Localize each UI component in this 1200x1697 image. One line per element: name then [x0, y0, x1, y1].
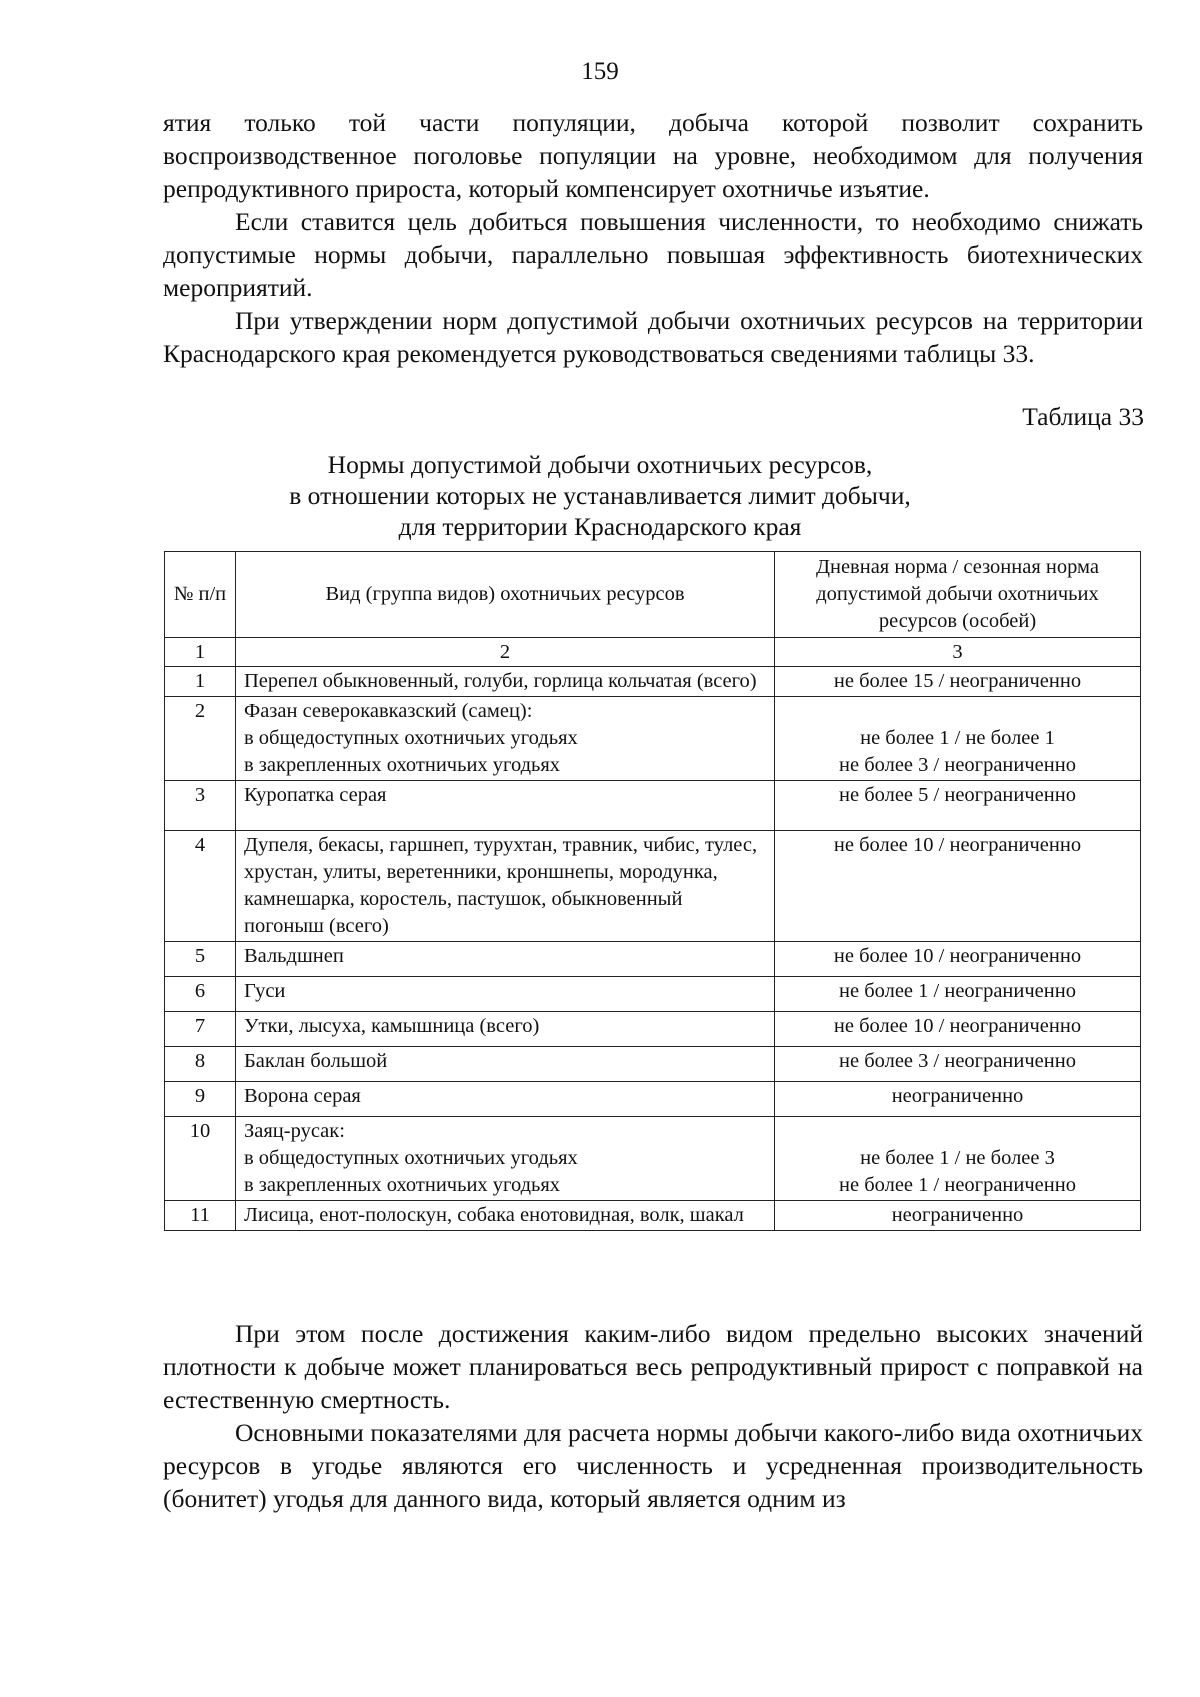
table-row: [165, 1047, 1141, 1082]
row-norm: не более 10 / неограниченно: [775, 942, 1141, 977]
row-norm: [775, 697, 1141, 781]
header-num: № п/п: [165, 552, 236, 638]
row-num: 3: [165, 781, 236, 831]
row-kind: Вальдшнеп: [236, 942, 775, 977]
row-kind: Лисица, енот-полоскун, собака енотовидная, волк, шакал: [236, 1201, 775, 1231]
row-num: 7: [165, 1012, 236, 1047]
row-norm-sub: не более 3 / неограниченно: [839, 754, 1076, 776]
table-header-row: [165, 552, 1141, 638]
table-row: [165, 1201, 1141, 1231]
page-number: 159: [581, 58, 619, 85]
row-num: 5: [165, 942, 236, 977]
table-row: [165, 831, 1141, 942]
row-num: 4: [165, 831, 236, 942]
paragraph: При этом после достижения каким-либо видом предельно высоких значений плотности к добыче может планироваться весь репродуктивный прирост с поправкой на естественную смертность.: [163, 1319, 1143, 1414]
row-kind: Ворона серая: [236, 1082, 775, 1117]
row-kind: [236, 1117, 775, 1201]
paragraph: Основными показателями для расчета нормы добычи какого-либо вида охотничьих ресурсов в угодье являются его численность и усредненная производительность (бонитет) угодья для данного вида, который является одним из: [163, 1418, 1143, 1513]
row-norm-sub: не более 1 / неограниченно: [839, 1174, 1076, 1196]
table-row: [165, 1082, 1141, 1117]
table-row: [165, 697, 1141, 781]
column-number: 1: [165, 638, 236, 667]
row-norm: неограниченно: [775, 1082, 1141, 1117]
row-norm: не более 5 / неограниченно: [775, 781, 1141, 831]
header-kind: Вид (группа видов) охотничьих ресурсов: [236, 552, 775, 638]
row-kind-sub: в закрепленных охотничьих угодьях: [244, 754, 561, 776]
row-kind: Куропатка серая: [236, 781, 775, 831]
row-kind-sub: в общедоступных охотничьих угодьях: [244, 1147, 578, 1169]
row-num: 9: [165, 1082, 236, 1117]
row-num: 10: [165, 1117, 236, 1201]
column-numbers-row: [165, 638, 1141, 667]
row-norm: неограниченно: [775, 1201, 1141, 1231]
row-kind: Дупеля, бекасы, гаршнеп, турухтан, травник, чибис, тулес, хрустан, улиты, веретенники, кроншнепы, мородунка, камнешарка, коростель, пастушок, обыкновенный погоныш (всего): [236, 831, 775, 942]
table-title-line: Нормы допустимой добычи охотничьих ресурсов,: [327, 450, 873, 479]
row-norm: [775, 1117, 1141, 1201]
column-number: 2: [236, 638, 775, 667]
row-norm-sub: не более 1 / не более 1: [860, 727, 1055, 749]
row-kind-title: Заяц-русак:: [244, 1120, 345, 1142]
row-num: 8: [165, 1047, 236, 1082]
column-number: 3: [775, 638, 1141, 667]
table-label: Таблица 33: [1022, 402, 1144, 431]
row-kind-sub: в общедоступных охотничьих угодьях: [244, 727, 578, 749]
body-text-top: [163, 106, 1143, 370]
row-num: 2: [165, 697, 236, 781]
row-norm: не более 10 / неограниченно: [775, 1012, 1141, 1047]
table-title-line: в отношении которых не устанавливается лимит добычи,: [289, 481, 911, 510]
body-text-bottom: [163, 1317, 1143, 1515]
row-norm: не более 1 / неограниченно: [775, 977, 1141, 1012]
row-kind-title: Фазан северокавказский (самец):: [244, 700, 533, 722]
row-norm: не более 10 / неограниченно: [775, 831, 1141, 942]
paragraph: Если ставится цель добиться повышения численности, то необходимо снижать допустимые нормы добычи, параллельно повышая эффективность биотехнических мероприятий.: [163, 207, 1143, 302]
row-kind: [236, 697, 775, 781]
row-norm-sub: не более 1 / не более 3: [860, 1147, 1055, 1169]
table-title-line: для территории Краснодарского края: [398, 512, 802, 541]
row-num: 6: [165, 977, 236, 1012]
row-num: 11: [165, 1201, 236, 1231]
table-row: [165, 1117, 1141, 1201]
table-row: [165, 942, 1141, 977]
row-kind-sub: в закрепленных охотничьих угодьях: [244, 1174, 561, 1196]
row-kind: Баклан большой: [236, 1047, 775, 1082]
row-kind: Гуси: [236, 977, 775, 1012]
row-norm: не более 3 / неограниченно: [775, 1047, 1141, 1082]
table-title: [0, 449, 1200, 542]
row-num: 1: [165, 667, 236, 697]
paragraph: При утверждении норм допустимой добычи охотничьих ресурсов на территории Краснодарского края рекомендуется руководствоваться сведениями таблицы 33.: [163, 306, 1143, 368]
table-row: [165, 781, 1141, 831]
table-row: [165, 667, 1141, 697]
table-row: [165, 977, 1141, 1012]
row-norm: не более 15 / неограниченно: [775, 667, 1141, 697]
hunting-norms-table: [164, 551, 1141, 1231]
paragraph: ятия только той части популяции, добыча которой позволит сохранить воспроизводственное поголовье популяции на уровне, необходимом для получения репродуктивного прироста, который компенсирует охотничье изъятие.: [163, 108, 1143, 203]
row-kind: Утки, лысуха, камышница (всего): [236, 1012, 775, 1047]
table-row: [165, 1012, 1141, 1047]
header-norm: Дневная норма / сезонная норма допустимой добычи охотничьих ресурсов (особей): [775, 552, 1141, 638]
row-kind: Перепел обыкновенный, голуби, горлица кольчатая (всего): [236, 667, 775, 697]
